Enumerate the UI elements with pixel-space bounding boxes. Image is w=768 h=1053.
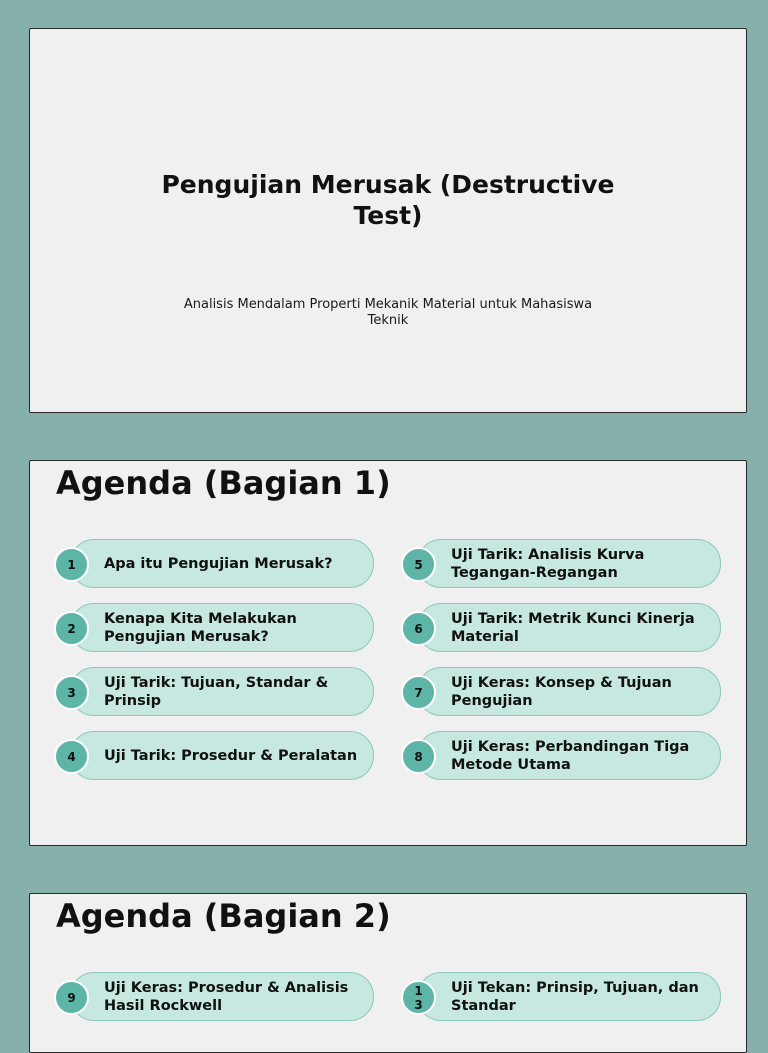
agenda-item (401, 667, 721, 716)
agenda-item-label: Uji Keras: Perbandingan Tiga Metode Utama (451, 738, 690, 773)
presentation-subtitle: Analisis Mendalam Properti Mekanik Material untuk Mahasiswa Teknik (183, 297, 593, 328)
agenda-item (54, 539, 374, 588)
agenda-number-badge: 9 (54, 980, 89, 1015)
agenda-item (401, 972, 721, 1021)
agenda-item (401, 731, 721, 780)
agenda-item-label: Uji Tarik: Tujuan, Standar & Prinsip (104, 674, 329, 709)
agenda-number-badge: 3 (54, 675, 89, 710)
agenda-item-label: Kenapa Kita Melakukan Pengujian Merusak? (104, 610, 297, 645)
agenda-item (54, 667, 374, 716)
agenda-item-label: Uji Tarik: Prosedur & Peralatan (104, 747, 358, 764)
agenda-item-label: Uji Keras: Prosedur & Analisis Hasil Rockwell (104, 979, 349, 1014)
agenda-number-badge: 1 (54, 547, 89, 582)
agenda-number-badge: 6 (401, 611, 436, 646)
agenda-item-label: Uji Tekan: Prinsip, Tujuan, dan Standar (451, 979, 699, 1014)
agenda-item-label: Uji Tarik: Analisis Kurva Tegangan-Regangan (451, 546, 645, 581)
agenda-item-label: Apa itu Pengujian Merusak? (104, 555, 333, 572)
agenda-number-badge: 8 (401, 739, 436, 774)
agenda-grid (54, 539, 721, 780)
agenda-item (54, 972, 374, 1021)
agenda-item (54, 603, 374, 652)
agenda-item (54, 731, 374, 780)
agenda-item-label: Uji Keras: Konsep & Tujuan Pengujian (451, 674, 672, 709)
agenda-item (401, 539, 721, 588)
agenda-item-label: Uji Tarik: Metrik Kunci Kinerja Material (451, 610, 695, 645)
agenda-slide-part-1 (29, 460, 747, 846)
agenda-number-badge: 7 (401, 675, 436, 710)
agenda-title: Agenda (Bagian 1) (56, 464, 391, 502)
agenda-number-badge: 5 (401, 547, 436, 582)
agenda-number-badge: 13 (401, 980, 436, 1015)
title-slide (29, 28, 747, 413)
presentation-title: Pengujian Merusak (Destructive Test) (161, 170, 615, 230)
agenda-item (401, 603, 721, 652)
agenda-title: Agenda (Bagian 2) (56, 897, 391, 935)
agenda-grid (54, 972, 721, 1021)
agenda-number-badge: 4 (54, 739, 89, 774)
agenda-slide-part-2 (29, 893, 747, 1053)
agenda-number-badge: 2 (54, 611, 89, 646)
